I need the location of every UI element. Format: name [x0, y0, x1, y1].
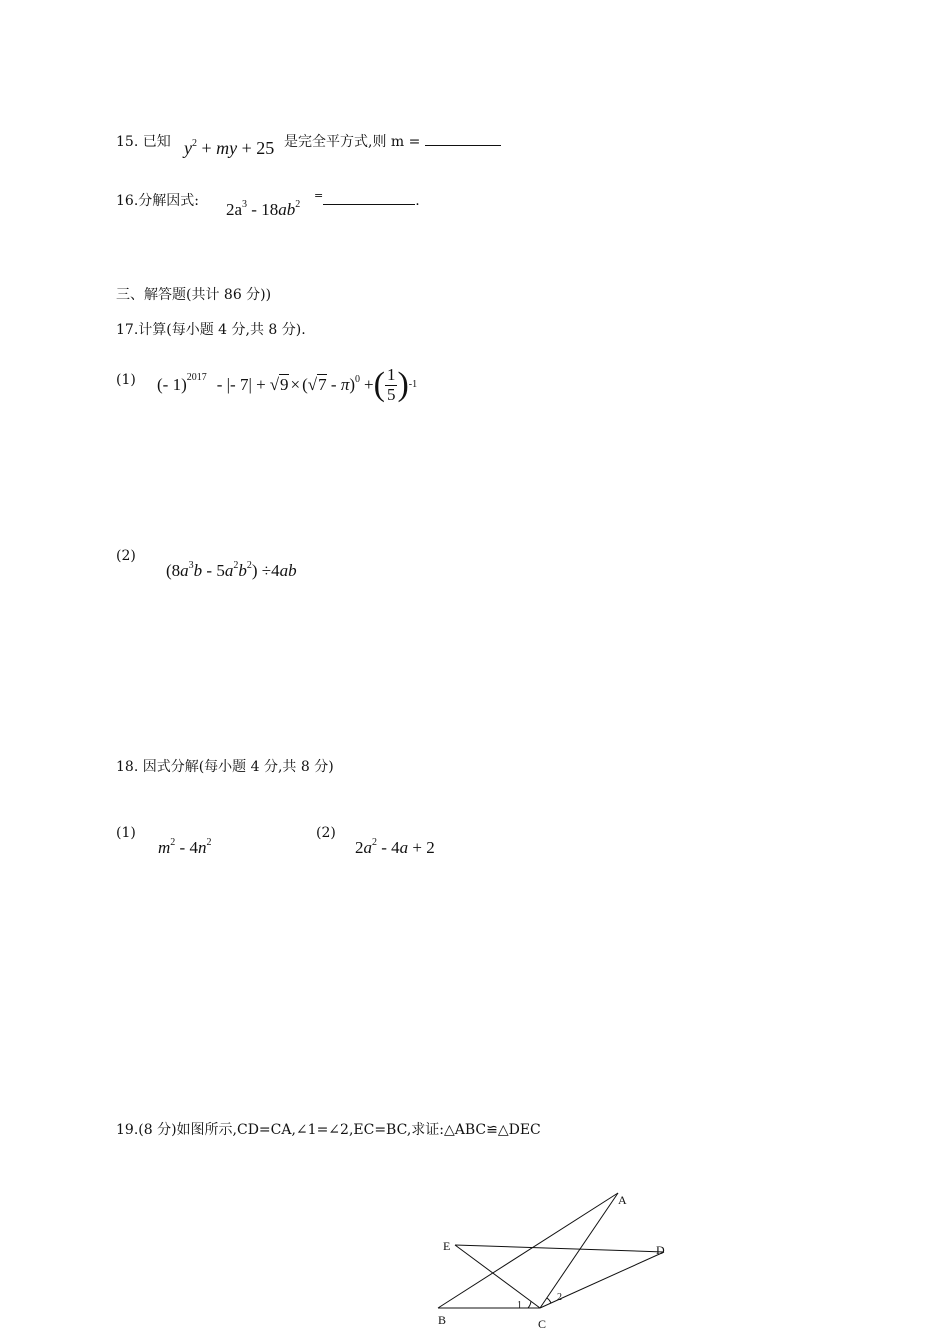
q15-suffix-text: 是完全平方式,则 m =: [284, 134, 425, 150]
point-label-B: B: [438, 1313, 447, 1327]
q18-part2-expression: $2a^2 - 4a + 2$: [355, 837, 435, 857]
q17-part1-label: (1): [116, 372, 136, 388]
q15-suffix: [284, 131, 501, 151]
point-label-E: E: [443, 1239, 451, 1253]
q16-equals: =: [314, 189, 324, 202]
point-label-D: D: [656, 1243, 665, 1257]
q17-part2-expression: $(8a^3b - 5a^2b^2) \div 4ab$: [166, 560, 297, 580]
q17-part2-label: (2): [116, 548, 136, 564]
q16-answer-blank[interactable]: [323, 204, 415, 205]
q16-period: .: [415, 193, 420, 209]
angle-label-2: 2: [557, 1292, 562, 1303]
q16-expression: $2a^3 - 18ab^2$: [226, 199, 301, 219]
q18-title: 18. 因式分解(每小题 4 分,共 8 分): [116, 759, 334, 775]
angle-label-1: 1: [517, 1300, 522, 1311]
q16-label: 16.分解因式:: [116, 193, 199, 209]
segment-BA: [438, 1193, 618, 1308]
q18-part2-label: (2): [316, 825, 336, 841]
q17-title: 17.计算(每小题 4 分,共 8 分).: [116, 322, 306, 338]
q15-label: 15. 已知: [116, 134, 171, 150]
segment-ED: [455, 1245, 664, 1252]
q16-answer: [314, 189, 420, 209]
q17-part1-expression: (- 1)$^{2017}$ - |- 7| + √9 × (√7 - π)$^0$ + ( $\frac{1}{5}$ ) -1: [157, 365, 418, 404]
point-label-C: C: [538, 1317, 547, 1331]
q15-expression: $y^2$ + my + 25: [184, 138, 275, 158]
section-3-title: 三、解答题(共计 86 分)): [116, 287, 272, 303]
segment-EC: [455, 1245, 540, 1308]
q19-title: 19.(8 分)如图所示,CD=CA,∠1=∠2,EC=BC,求证:△ABC≌△DEC: [116, 1122, 541, 1138]
q18-part1-label: (1): [116, 825, 136, 841]
angle-1-arc: [528, 1301, 531, 1308]
fraction-one-fifth: $\frac{1}{5}$: [386, 365, 396, 404]
angle-2-arc: [547, 1298, 551, 1303]
q15-answer-blank[interactable]: [425, 145, 501, 146]
geometry-figure: [420, 1180, 700, 1344]
q18-part1-expression: $m^2 - 4n^2$: [158, 837, 212, 857]
point-label-A: A: [618, 1193, 627, 1207]
